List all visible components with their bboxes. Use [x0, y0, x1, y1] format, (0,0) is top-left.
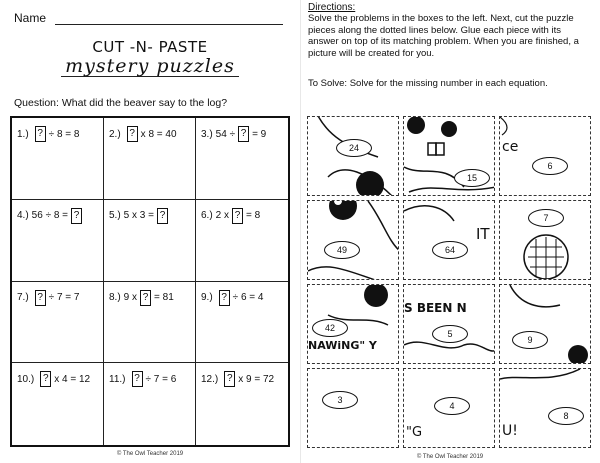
problem-cell	[104, 200, 196, 282]
problem-after: x 8 = 40	[140, 128, 177, 140]
beaver-eye-art	[308, 201, 399, 280]
problem-cell	[12, 118, 104, 200]
answer-oval: 9	[512, 331, 548, 349]
answer-oval: 24	[336, 139, 372, 157]
missing-number-box[interactable]: ?	[127, 126, 138, 142]
problem-cell	[12, 200, 104, 282]
answer-oval: 15	[454, 169, 490, 187]
puzzle-piece[interactable]	[307, 200, 399, 280]
problem-number: 8.)	[109, 292, 121, 303]
puzzle-piece[interactable]	[307, 116, 399, 196]
missing-number-box[interactable]: ?	[40, 371, 51, 387]
missing-number-box[interactable]: ?	[140, 290, 151, 306]
problem-number: 6.)	[201, 210, 213, 222]
directions-text: Solve the problems in the boxes to the left. Next, cut the puzzle pieces along the dotted lines below. Glue each piece with its answer on top of its matching problem. When you are finished, a picture will be created for you.	[308, 13, 579, 59]
problem-after: = 81	[154, 292, 174, 303]
to-solve-text: To Solve: Solve for the missing number in each equation.	[308, 78, 548, 89]
answer-oval: 8	[548, 407, 584, 425]
missing-number-box[interactable]: ?	[35, 126, 46, 142]
problem-before: 5 x 3 =	[123, 210, 154, 222]
missing-number-box[interactable]: ?	[232, 208, 243, 224]
puzzle-piece[interactable]	[499, 284, 591, 364]
missing-number-box[interactable]: ?	[132, 371, 143, 387]
copyright-left: © The Owl Teacher 2019	[116, 451, 184, 457]
problem-number: 7.)	[17, 292, 29, 303]
art-text-been: S BEEN N	[404, 301, 467, 315]
copyright-right: © The Owl Teacher 2019	[416, 454, 484, 460]
problem-cell	[196, 282, 288, 364]
answer-oval: 6	[532, 157, 568, 175]
problem-number: 12.)	[201, 373, 219, 385]
art-text-g: "G	[406, 425, 423, 440]
problem-cell	[196, 118, 288, 200]
title-line-1: CUT -N- PASTE	[92, 38, 208, 56]
problem-cell	[196, 200, 288, 282]
puzzle-piece[interactable]	[403, 368, 495, 448]
missing-number-box[interactable]: ?	[219, 290, 230, 306]
problem-after: ÷ 8 = 8	[48, 128, 80, 140]
name-label: Name	[14, 11, 47, 25]
puzzle-piece[interactable]	[403, 284, 495, 364]
answer-oval: 5	[432, 325, 468, 343]
puzzle-piece[interactable]	[403, 116, 495, 196]
problem-after: = 9	[252, 128, 267, 140]
question-text: Question: What did the beaver say to the log?	[14, 97, 228, 109]
answer-oval: 4	[434, 397, 470, 415]
puzzle-piece[interactable]	[307, 368, 399, 448]
problem-after: x 4 = 12	[54, 373, 91, 385]
answer-oval: 42	[312, 319, 348, 337]
problem-number: 2.)	[109, 128, 121, 140]
answer-oval: 49	[324, 241, 360, 259]
art-text-it: IT	[476, 225, 490, 243]
missing-number-box[interactable]: ?	[71, 208, 82, 224]
puzzle-piece[interactable]	[403, 200, 495, 280]
directions-title: Directions:	[308, 2, 356, 13]
problem-number: 3.)	[201, 128, 213, 140]
problem-after: ÷ 7 = 6	[145, 373, 177, 385]
problem-cell	[12, 282, 104, 364]
name-line[interactable]	[55, 24, 283, 25]
answer-oval: 64	[432, 241, 468, 259]
problem-cell	[196, 363, 288, 445]
puzzle-piece[interactable]	[499, 116, 591, 196]
art-text-u: U!	[502, 423, 518, 439]
beaver-tail-end-art	[500, 285, 591, 364]
problem-after: ÷ 6 = 4	[232, 292, 264, 303]
answer-oval: 3	[322, 391, 358, 409]
missing-number-box[interactable]: ?	[238, 126, 249, 142]
problem-after: x 9 = 72	[238, 373, 275, 385]
problem-cell	[104, 282, 196, 364]
puzzle-piece[interactable]	[307, 284, 399, 364]
missing-number-box[interactable]: ?	[224, 371, 235, 387]
answer-oval: 7	[528, 209, 564, 227]
problem-cell	[104, 363, 196, 445]
problem-before: 9 x	[123, 292, 138, 303]
puzzle-piece[interactable]	[499, 368, 591, 448]
problem-grid	[10, 116, 290, 447]
problem-number: 9.)	[201, 292, 213, 303]
title-line-2-wrap	[0, 55, 300, 77]
problem-number: 1.)	[17, 128, 29, 140]
art-text-ce: ce	[502, 139, 519, 155]
puzzle-pieces	[305, 114, 593, 452]
missing-number-box[interactable]: ?	[157, 208, 168, 224]
page-divider	[300, 0, 301, 463]
art-text-gnawing: NAWiNG" Y	[308, 339, 377, 352]
problem-after: = 8	[246, 210, 261, 222]
problem-number: 5.)	[109, 210, 121, 222]
title-line-2: mystery puzzles	[61, 56, 239, 77]
missing-number-box[interactable]: ?	[35, 290, 46, 306]
problem-number: 10.)	[17, 373, 35, 385]
problem-after: ÷ 7 = 7	[48, 292, 80, 303]
problem-number: 4.)	[17, 210, 29, 222]
problem-before: 56 ÷ 8 =	[31, 210, 69, 222]
problem-cell	[104, 118, 196, 200]
problem-cell	[12, 363, 104, 445]
problem-before: 54 ÷	[215, 128, 236, 140]
problem-number: 11.)	[109, 373, 126, 385]
problem-before: 2 x	[215, 210, 230, 222]
puzzle-piece[interactable]	[499, 200, 591, 280]
